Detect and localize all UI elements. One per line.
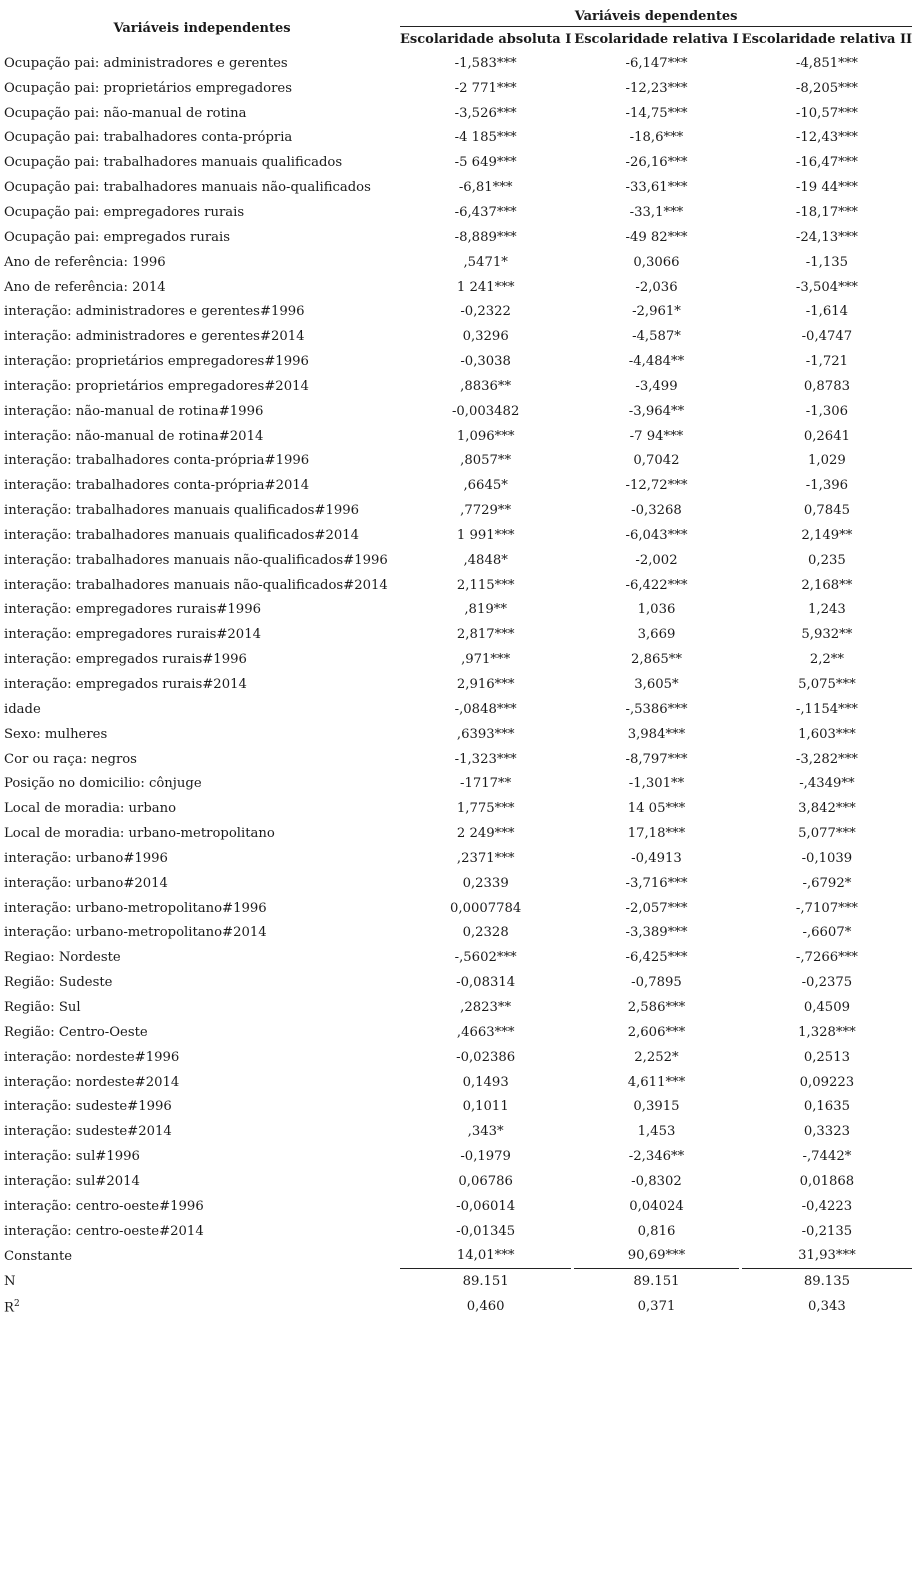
cell-value: 1,453 (637, 1124, 676, 1140)
table-row (4, 647, 912, 672)
cell-value: 0,3296 (462, 329, 509, 345)
cell-value: -3,504*** (795, 279, 858, 295)
row-label: Local de moradia: urbano-metropolitano (4, 826, 275, 842)
row-label: Cor ou raça: negros (4, 751, 137, 767)
row-label: Região: Centro-Oeste (4, 1024, 148, 1040)
cell-value: 17,18*** (627, 826, 686, 842)
table-row (4, 1194, 912, 1219)
cell-value: ,2371*** (456, 850, 515, 866)
cell-value: ,6393*** (456, 726, 515, 742)
cell-value: -0,4913 (631, 850, 682, 866)
cell-value: ,4848* (463, 552, 508, 568)
cell-value: -18,6*** (629, 130, 684, 146)
cell-value: 3,669 (637, 627, 676, 643)
cell-value: -6,81*** (458, 180, 513, 196)
row-label: Ocupação pai: não-manual de rotina (4, 105, 247, 121)
cell-value: 0,816 (637, 1223, 676, 1239)
cell-value: 1 241*** (456, 279, 515, 295)
cell-value: ,7729** (460, 503, 512, 519)
cell-value: ,8057** (460, 453, 512, 469)
cell-value: 1 991*** (456, 527, 515, 543)
cell-value: 1,243 (808, 602, 846, 618)
row-label: Região: Sul (4, 999, 81, 1015)
cell-value: -1,301** (628, 776, 685, 792)
row-label: Ano de referência: 1996 (4, 254, 166, 270)
row-label: interação: trabalhadores manuais não-qualificados#2014 (4, 577, 388, 593)
cell-value: 1,029 (808, 453, 846, 469)
row-label: Ocupação pai: trabalhadores manuais qualificados (4, 155, 343, 171)
row-label: interação: administradores e gerentes#2014 (4, 329, 305, 345)
cell-value: -4,587* (632, 329, 681, 345)
cell-value: 0,1493 (462, 1074, 509, 1090)
cell-value: -1,583*** (454, 55, 517, 71)
cell-value: -2,346** (628, 1149, 685, 1165)
cell-value: -3,526*** (454, 105, 517, 121)
table-row (4, 349, 912, 374)
cell-value: -,0848*** (454, 701, 517, 717)
stat-label (4, 1294, 400, 1319)
row-label: interação: proprietários empregadores#1996 (4, 354, 309, 370)
table-row (4, 846, 912, 871)
cell-value: -1,306 (805, 403, 849, 419)
table-row (4, 424, 912, 449)
cell-value: -2,036 (635, 279, 678, 295)
cell-value: 4,611*** (627, 1074, 686, 1090)
cell-value: 5,075*** (798, 677, 856, 693)
cell-value: -8,205*** (795, 80, 858, 96)
cell-value: -2,057*** (625, 900, 688, 916)
stat-label-text: R (4, 1300, 14, 1316)
cell-value: 14 05*** (627, 801, 686, 817)
cell-value: -33,61*** (625, 180, 688, 196)
cell-value: -,4349** (799, 776, 855, 792)
row-label: idade (4, 701, 41, 717)
row-label: Posição no domicilio: cônjuge (4, 776, 202, 792)
cell-value: -0,01345 (456, 1223, 516, 1239)
cell-value: 1,603*** (798, 726, 856, 742)
row-label: Regiao: Nordeste (4, 950, 121, 966)
table-row (4, 101, 912, 126)
table-row (4, 275, 912, 300)
table-row (4, 150, 912, 175)
stat-row (4, 1269, 912, 1294)
table-row (4, 1169, 912, 1194)
cell-value: ,4663*** (456, 1024, 515, 1040)
table-row (4, 449, 912, 474)
table-row (4, 498, 912, 523)
cell-value: -14,75*** (625, 105, 688, 121)
cell-value: 0,09223 (799, 1074, 855, 1090)
cell-value: 2,865** (631, 652, 682, 668)
column-header: Escolaridade relativa I (574, 31, 739, 47)
cell-value: -10,57*** (795, 105, 858, 121)
cell-value: -0,1039 (801, 850, 853, 866)
cell-value: 0,1011 (462, 1099, 509, 1115)
cell-value: -0,2375 (801, 975, 853, 991)
row-label: interação: sudeste#1996 (4, 1099, 172, 1115)
cell-value: 3,605* (634, 677, 679, 693)
table-row (4, 622, 912, 647)
cell-value: ,819** (464, 602, 507, 618)
cell-value: -6,147*** (625, 55, 688, 71)
cell-value: -26,16*** (625, 155, 688, 171)
cell-value: -0,003482 (451, 403, 520, 419)
regression-table (4, 6, 912, 1319)
row-label: interação: nordeste#1996 (4, 1049, 180, 1065)
cell-value: 2,168** (801, 577, 853, 593)
table-row (4, 995, 912, 1020)
row-label: interação: urbano-metropolitano#2014 (4, 925, 267, 941)
row-label: interação: empregadores rurais#1996 (4, 602, 261, 618)
cell-value: 2,115*** (456, 577, 515, 593)
cell-value: 5,932** (801, 627, 853, 643)
row-label: Ocupação pai: administradores e gerentes (4, 55, 288, 71)
table-row (4, 51, 912, 76)
row-label: interação: sul#2014 (4, 1173, 140, 1189)
row-label: interação: centro-oeste#2014 (4, 1223, 204, 1239)
stat-label-text: N (4, 1274, 16, 1290)
table-row (4, 523, 912, 548)
table-row (4, 796, 912, 821)
row-label: Sexo: mulheres (4, 726, 108, 742)
cell-value: -3,964** (628, 403, 685, 419)
cell-value: -2,961* (632, 304, 681, 320)
table-row (4, 324, 912, 349)
cell-value: -0,3268 (631, 503, 682, 519)
table-row (4, 871, 912, 896)
cell-value: 0,1635 (803, 1099, 850, 1115)
stat-row (4, 1294, 912, 1319)
table-row (4, 1045, 912, 1070)
cell-value: -4 185*** (454, 130, 517, 146)
row-label: Constante (4, 1248, 73, 1264)
row-label: Ocupação pai: trabalhadores manuais não-qualificados (4, 180, 371, 196)
row-label: interação: administradores e gerentes#1996 (4, 304, 305, 320)
cell-value: -33,1*** (629, 204, 684, 220)
row-label: Ocupação pai: proprietários empregadores (4, 80, 292, 96)
row-label: interação: urbano#2014 (4, 875, 168, 891)
cell-value: -1,614 (805, 304, 849, 320)
column-header: Escolaridade relativa II (741, 31, 913, 47)
table-row (4, 598, 912, 623)
table-row (4, 126, 912, 151)
cell-value: 5,077*** (798, 826, 856, 842)
table-row (4, 76, 912, 101)
cell-value: -6,422*** (625, 577, 688, 593)
table-row (4, 1244, 912, 1270)
table-row (4, 896, 912, 921)
cell-value: -0,2135 (801, 1223, 853, 1239)
row-label: interação: nordeste#2014 (4, 1074, 180, 1090)
row-label: interação: trabalhadores manuais não-qualificados#1996 (4, 552, 388, 568)
row-label: Região: Sudeste (4, 975, 113, 991)
cell-value: -0,1979 (460, 1149, 511, 1165)
cell-value: 2,586*** (627, 999, 686, 1015)
row-label: interação: empregados rurais#1996 (4, 652, 247, 668)
cell-value: 0,2339 (462, 875, 509, 891)
cell-value: -,1154*** (795, 701, 858, 717)
cell-value: -0,7895 (631, 975, 682, 991)
cell-value: -,5386*** (625, 701, 688, 717)
cell-value: 0,2513 (803, 1049, 850, 1065)
cell-value: -,7442* (802, 1149, 852, 1165)
cell-value: -0,8302 (631, 1173, 682, 1189)
cell-value: -1,396 (805, 478, 849, 494)
cell-value: -12,72*** (625, 478, 688, 494)
table-row (4, 374, 912, 399)
row-label: Local de moradia: urbano (4, 801, 177, 817)
row-label: Ocupação pai: empregados rurais (4, 229, 230, 245)
table-row (4, 697, 912, 722)
cell-value: -2 771*** (454, 80, 517, 96)
cell-value: -,6607* (802, 925, 852, 941)
cell-value: ,8836** (460, 378, 512, 394)
cell-value: -6,425*** (625, 950, 688, 966)
cell-value: -6,437*** (454, 204, 517, 220)
table-row (4, 771, 912, 796)
cell-value: -16,47*** (795, 155, 858, 171)
cell-value: 2,252* (634, 1049, 679, 1065)
stat-value: 0,460 (466, 1299, 505, 1315)
cell-value: -5 649*** (454, 155, 517, 171)
table-row (4, 1219, 912, 1244)
cell-value: -,7266*** (795, 950, 858, 966)
table-row (4, 548, 912, 573)
cell-value: 0,8783 (803, 378, 850, 394)
cell-value: 14,01*** (400, 1244, 571, 1270)
cell-value: -7 94*** (629, 428, 684, 444)
cell-value: 2,916*** (456, 677, 515, 693)
row-label: interação: não-manual de rotina#1996 (4, 403, 264, 419)
row-label: interação: urbano#1996 (4, 850, 168, 866)
table-row (4, 722, 912, 747)
cell-value: -1,135 (805, 254, 849, 270)
cell-value: 2,817*** (456, 627, 515, 643)
cell-value: 0,3066 (633, 254, 680, 270)
row-label: interação: não-manual de rotina#2014 (4, 428, 264, 444)
table-row (4, 747, 912, 772)
cell-value: -1717** (460, 776, 512, 792)
cell-value: -1,721 (805, 354, 849, 370)
stat-value: 89.135 (803, 1274, 850, 1290)
cell-value: 2 249*** (456, 826, 515, 842)
cell-value: 0,06786 (458, 1173, 513, 1189)
cell-value: -3,716*** (625, 875, 688, 891)
cell-value: ,2823** (460, 999, 512, 1015)
cell-value: 3,842*** (798, 801, 856, 817)
cell-value: -3,282*** (795, 751, 858, 767)
row-label: interação: urbano-metropolitano#1996 (4, 900, 267, 916)
cell-value: 0,04024 (629, 1198, 684, 1214)
cell-value: ,971*** (461, 652, 511, 668)
stat-value: 0,343 (808, 1299, 846, 1315)
cell-value: -,5602*** (454, 950, 517, 966)
cell-value: -0,3038 (460, 354, 511, 370)
cell-value: -0,4747 (801, 329, 853, 345)
table-row (4, 299, 912, 324)
cell-value: -19 44*** (795, 180, 858, 196)
table-row (4, 1119, 912, 1144)
cell-value: 0,235 (808, 552, 846, 568)
table-body (4, 51, 912, 1319)
cell-value: -0,2322 (460, 304, 511, 320)
independent-variables-header: Variáveis independentes (113, 21, 291, 36)
table-row (4, 1020, 912, 1045)
row-label: interação: trabalhadores manuais qualificados#1996 (4, 503, 360, 519)
table-row (4, 921, 912, 946)
cell-value: -0,08314 (456, 975, 516, 991)
cell-value: 2,606*** (627, 1024, 686, 1040)
row-label: interação: sudeste#2014 (4, 1124, 172, 1140)
cell-value: 1,775*** (456, 801, 515, 817)
cell-value: -,7107*** (795, 900, 858, 916)
cell-value: 90,69*** (574, 1244, 738, 1270)
table-row (4, 672, 912, 697)
cell-value: -4,851*** (795, 55, 858, 71)
stat-label-superscript: 2 (13, 1298, 20, 1309)
table-row (4, 250, 912, 275)
cell-value: 0,3915 (633, 1099, 680, 1115)
cell-value: 1,328*** (798, 1024, 856, 1040)
cell-value: 2,2** (809, 652, 844, 668)
row-label: interação: centro-oeste#1996 (4, 1198, 204, 1214)
stat-value: 0,371 (637, 1299, 676, 1315)
cell-value: 0,2641 (803, 428, 850, 444)
cell-value: 0,01868 (799, 1173, 855, 1189)
cell-value: -18,17*** (795, 204, 858, 220)
cell-value: 1,096*** (456, 428, 515, 444)
row-label: Ocupação pai: empregadores rurais (4, 204, 245, 220)
table-row (4, 573, 912, 598)
cell-value: -0,06014 (456, 1198, 516, 1214)
cell-value: ,343* (467, 1124, 504, 1140)
cell-value: 0,7845 (803, 503, 850, 519)
cell-value: -8,889*** (454, 229, 517, 245)
column-header: Escolaridade absoluta I (400, 31, 572, 47)
cell-value: 0,4509 (803, 999, 850, 1015)
cell-value: ,5471* (463, 254, 508, 270)
cell-value: -0,4223 (801, 1198, 853, 1214)
row-label: interação: sul#1996 (4, 1149, 140, 1165)
cell-value: -,6792* (802, 875, 852, 891)
cell-value: -0,02386 (456, 1049, 516, 1065)
row-label: interação: trabalhadores manuais qualificados#2014 (4, 527, 360, 543)
table-row (4, 175, 912, 200)
cell-value: -4,484** (628, 354, 685, 370)
cell-value: -12,43*** (795, 130, 858, 146)
cell-value: 1,036 (637, 602, 676, 618)
cell-value: -2,002 (635, 552, 678, 568)
cell-value: 2,149** (801, 527, 853, 543)
table-row (4, 473, 912, 498)
stat-value: 89.151 (462, 1274, 509, 1290)
table-row (4, 821, 912, 846)
cell-value: -6,043*** (625, 527, 688, 543)
cell-value: 3,984*** (627, 726, 686, 742)
cell-value: 31,93*** (742, 1244, 912, 1270)
cell-value: -12,23*** (625, 80, 688, 96)
row-label: interação: empregadores rurais#2014 (4, 627, 261, 643)
cell-value: 0,3323 (803, 1124, 850, 1140)
stat-label (4, 1269, 400, 1294)
dependent-variables-header: Variáveis dependentes (400, 6, 912, 27)
stat-value: 89.151 (633, 1274, 680, 1290)
table-row (4, 945, 912, 970)
row-label: interação: trabalhadores conta-própria#1996 (4, 453, 310, 469)
cell-value: -8,797*** (625, 751, 688, 767)
cell-value: -49 82*** (625, 229, 688, 245)
cell-value: 0,7042 (633, 453, 680, 469)
table-row (4, 1070, 912, 1095)
cell-value: ,6645* (463, 478, 508, 494)
cell-value: -3,499 (635, 378, 678, 394)
table-row (4, 1094, 912, 1119)
table-row (4, 225, 912, 250)
cell-value: 0,0007784 (449, 900, 522, 916)
row-label: interação: trabalhadores conta-própria#2014 (4, 478, 310, 494)
row-label: interação: proprietários empregadores#2014 (4, 378, 309, 394)
row-label: Ano de referência: 2014 (4, 279, 166, 295)
table-row (4, 200, 912, 225)
cell-value: -3,389*** (625, 925, 688, 941)
cell-value: 0,2328 (462, 925, 509, 941)
row-label: interação: empregados rurais#2014 (4, 677, 247, 693)
row-label: Ocupação pai: trabalhadores conta-própria (4, 130, 293, 146)
table-row (4, 1144, 912, 1169)
table-row (4, 399, 912, 424)
cell-value: -1,323*** (454, 751, 517, 767)
table-row (4, 970, 912, 995)
cell-value: -24,13*** (795, 229, 858, 245)
